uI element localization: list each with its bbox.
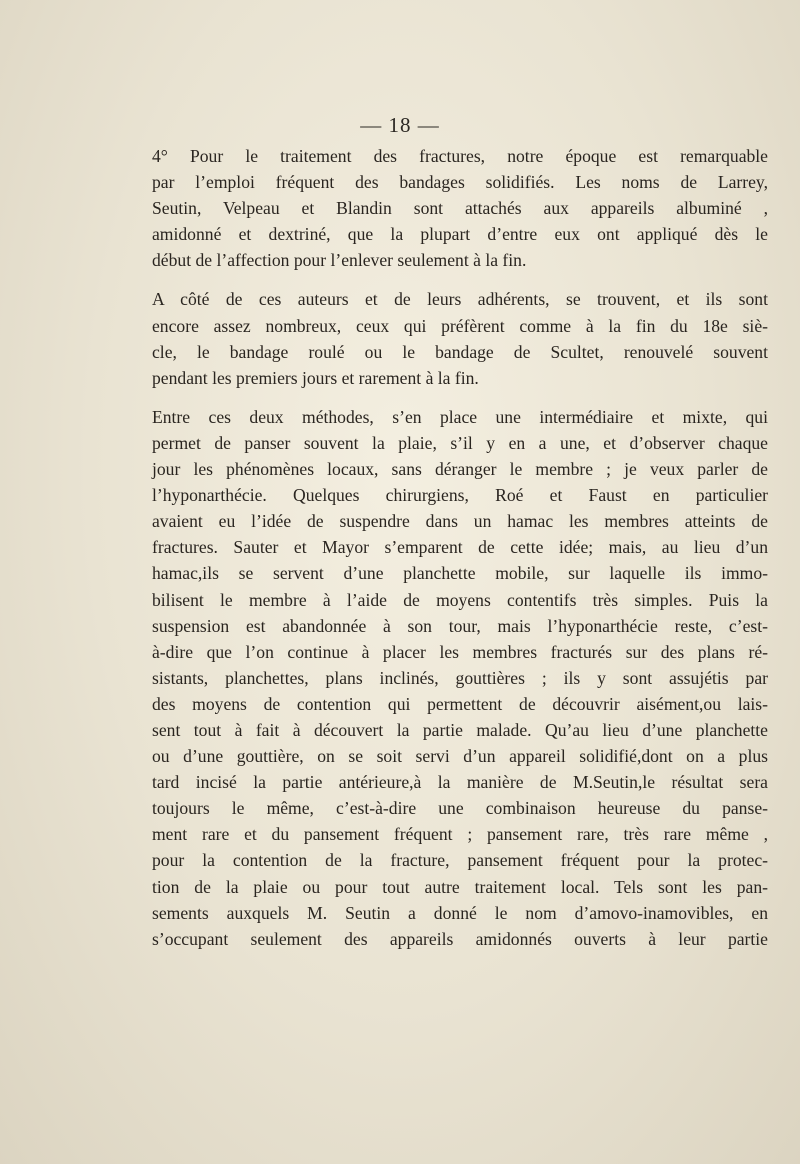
text-line: sent tout à fait à découvert la partie malade. Qu’au lieu d’une planchette bbox=[152, 719, 768, 740]
paragraph-fractures-treatment bbox=[152, 143, 768, 273]
text-line: début de l’affection pour l’enlever seulement à la fin. bbox=[152, 250, 527, 271]
text-line: pendant les premiers jours et rarement à la fin. bbox=[152, 367, 479, 388]
text-line: cle, le bandage roulé ou le bandage de Scultet, renouvelé souvent bbox=[152, 341, 768, 362]
text-line: jour les phénomènes locaux, sans déranger le membre ; je veux parler de bbox=[152, 459, 768, 480]
text-line: à-dire que l’on continue à placer les membres fracturés sur des plans ré- bbox=[152, 641, 768, 662]
text-line: toujours le même, c’est-à-dire une combinaison heureuse du panse- bbox=[152, 798, 768, 819]
page-number: — 18 — bbox=[360, 113, 440, 137]
text-line: pour la contention de la fracture, pansement fréquent pour la protec- bbox=[152, 850, 768, 871]
text-line: permet de panser souvent la plaie, s’il y en a une, et d’observer chaque bbox=[152, 432, 768, 453]
text-line: sements auxquels M. Seutin a donné le nom d’amovo-inamovibles, en bbox=[152, 902, 768, 923]
text-line: bilisent le membre à l’aide de moyens contentifs très simples. Puis la bbox=[152, 589, 768, 610]
text-line: suspension est abandonnée à son tour, mais l’hyponarthécie reste, c’est- bbox=[152, 615, 768, 636]
text-line: avaient eu l’idée de suspendre dans un hamac les membres atteints de bbox=[152, 511, 768, 532]
text-line: ou d’une gouttière, on se soit servi d’un appareil solidifié,dont on a plus bbox=[152, 746, 768, 767]
text-line: A côté de ces auteurs et de leurs adhérents, se trouvent, et ils sont bbox=[152, 289, 768, 310]
paragraph-mixed-method bbox=[152, 404, 768, 952]
text-line: s’occupant seulement des appareils amidonnés ouverts à leur partie bbox=[152, 928, 768, 949]
text-line: hamac,ils se servent d’une planchette mobile, sur laquelle ils immo- bbox=[152, 563, 768, 584]
text-line: tion de la plaie ou pour tout autre traitement local. Tels sont les pan- bbox=[152, 876, 768, 897]
text-line: amidonné et dextriné, que la plupart d’entre eux ont appliqué dès le bbox=[152, 224, 768, 245]
text-line: Entre ces deux méthodes, s’en place une intermédiaire et mixte, qui bbox=[152, 406, 768, 427]
text-line: tard incisé la partie antérieure,à la manière de M.Seutin,le résultat sera bbox=[152, 772, 768, 793]
text-line: sistants, planchettes, plans inclinés, gouttières ; ils y sont assujétis par bbox=[152, 667, 768, 688]
text-line: l’hyponarthécie. Quelques chirurgiens, Roé et Faust en particulier bbox=[152, 485, 768, 506]
body-text bbox=[152, 143, 768, 952]
text-line: fractures. Sauter et Mayor s’emparent de cette idée; mais, au lieu d’un bbox=[152, 537, 768, 558]
text-line: des moyens de contention qui permettent de découvrir aisément,ou lais- bbox=[152, 693, 768, 714]
text-line: encore assez nombreux, ceux qui préfèrent comme à la fin du 18e siè- bbox=[152, 315, 768, 336]
text-line: 4° Pour le traitement des fractures, notre époque est remarquable bbox=[152, 146, 768, 166]
text-line: ment rare et du pansement fréquent ; pansement rare, très rare même , bbox=[152, 824, 768, 845]
paragraph-other-authors bbox=[152, 286, 768, 390]
text-line: Seutin, Velpeau et Blandin sont attachés aux appareils albuminé , bbox=[152, 198, 768, 219]
paragraph-spacing bbox=[152, 273, 768, 286]
text-line: par l’emploi fréquent des bandages solidifiés. Les noms de Larrey, bbox=[152, 172, 768, 193]
paragraph-spacing bbox=[152, 391, 768, 404]
